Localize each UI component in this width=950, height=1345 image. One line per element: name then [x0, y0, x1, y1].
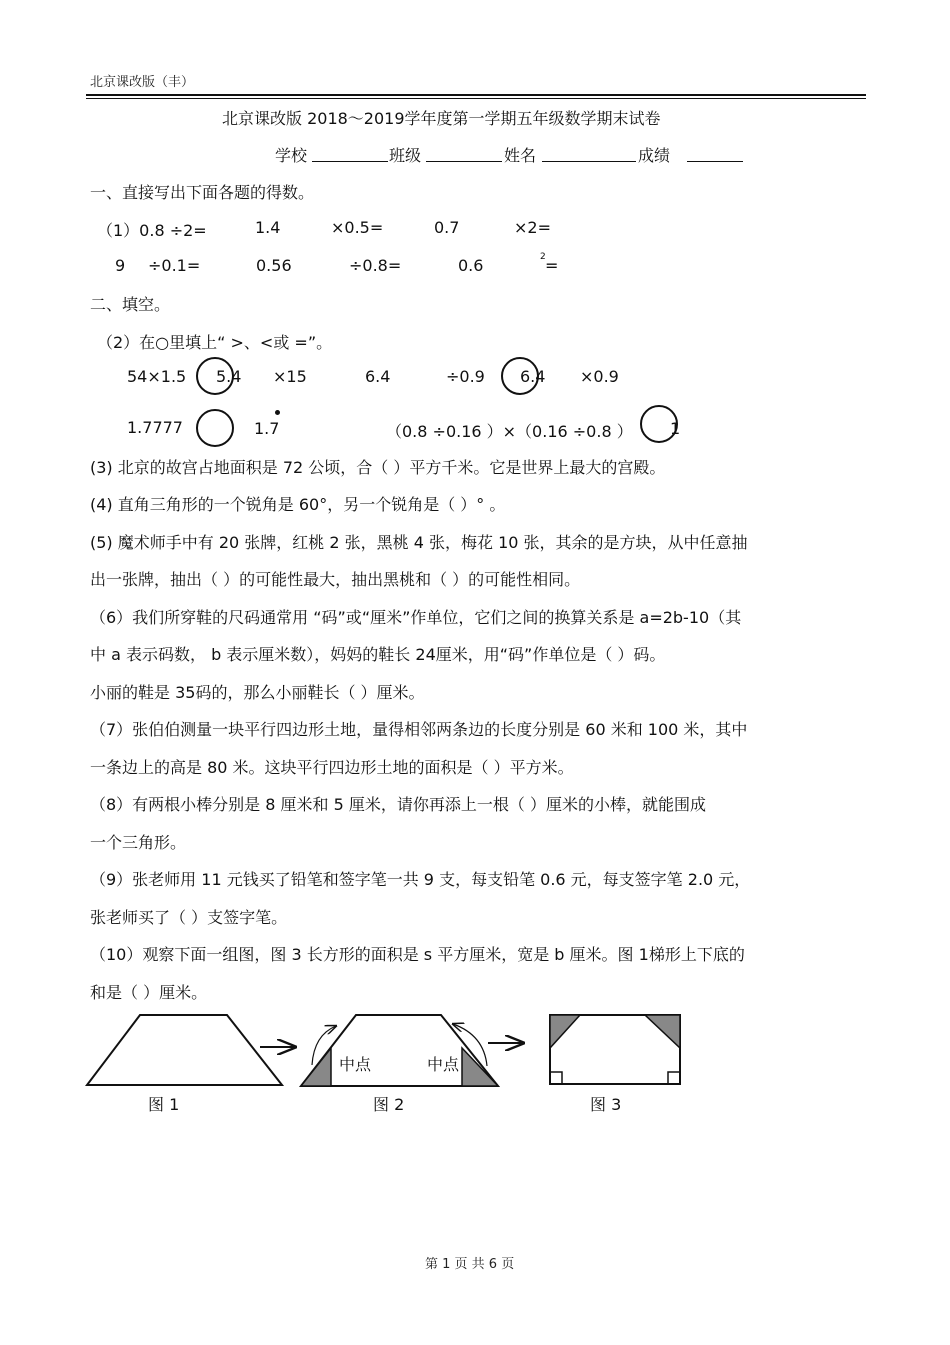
q2-r2-d: 1 — [670, 419, 681, 438]
midpoint-label-left: 中点 — [339, 1055, 372, 1074]
fig3-left-triangle — [550, 1015, 580, 1048]
name-label: 姓名 — [504, 146, 537, 165]
calc-1b-op: ×0.5= — [331, 218, 384, 237]
calc-2a-op: ÷0.1= — [148, 256, 201, 275]
fig1-trapezoid — [87, 1015, 282, 1085]
calc-1a: （1）0.8 ÷2= — [97, 221, 207, 240]
q10-line2: 和是（ ）厘米。 — [90, 983, 208, 1002]
calc-2b-op: ÷0.8= — [349, 256, 402, 275]
q5-line1: (5) 魔术师手中有 20 张牌，红桃 2 张，黑桃 4 张，梅花 10 张，其余的是方块，从中任意抽 — [90, 533, 748, 552]
q7-line1: （7）张伯伯测量一块平行四边形土地，量得相邻两条边的长度分别是 60 米和 100 米，其中 — [90, 720, 748, 739]
calc-2a-num: 9 — [115, 256, 126, 275]
q5-line2: 出一张牌，抽出（ ）的可能性最大，抽出黑桃和（ ）的可能性相同。 — [90, 570, 581, 589]
calc-2c-num: 0.6 — [458, 256, 484, 275]
calc-1c-num: 0.7 — [434, 218, 460, 237]
q2-r1-a: 54×1.5 — [127, 367, 187, 386]
q9-line2: 张老师买了（ ）支签字笔。 — [90, 908, 288, 927]
school-label: 学校 — [275, 146, 308, 165]
q2-prompt: （2）在○里填上“ >、<或 =”。 — [97, 333, 333, 352]
q6-line3: 小丽的鞋是 35码的，那么小丽鞋长（ ）厘米。 — [90, 683, 425, 702]
q3-line: (3) 北京的故宫占地面积是 72 公顷，合（ ）平方千米。它是世界上最大的宫殿。 — [90, 458, 666, 477]
fig2-right-triangle — [462, 1048, 498, 1086]
q2-r1-d: 6.4 — [365, 367, 391, 386]
section2-heading: 二、填空。 — [90, 295, 171, 314]
exam-title: 北京课改版 2018～2019学年度第一学期五年级数学期末试卷 — [222, 109, 661, 128]
q6-line2: 中 a 表示码数， b 表示厘米数），妈妈的鞋长 24厘米，用“码”作单位是（ ）码。 — [90, 645, 666, 664]
q6-line1: （6）我们所穿鞋的尺码通常用 “码”或“厘米”作单位，它们之间的换算关系是 a=2b-10（其 — [90, 608, 742, 627]
q9-line1: （9）张老师用 11 元钱买了铅笔和签字笔一共 9 支，每支铅笔 0.6 元，每支签字笔 2.0 元， — [90, 870, 751, 889]
q4-line: (4) 直角三角形的一个锐角是 60°，另一个锐角是（ ）° 。 — [90, 495, 506, 514]
q2-r2-a: 1.7777 — [127, 418, 183, 437]
q2-r1-g: ×0.9 — [580, 367, 619, 386]
midpoint-label-right: 中点 — [427, 1055, 460, 1074]
calc-1c-op: ×2= — [514, 218, 551, 237]
q8-line2: 一个三角形。 — [90, 833, 187, 852]
fig2-label: 图 2 — [373, 1095, 405, 1114]
running-header: 北京课改版（丰） — [90, 75, 195, 90]
fig3-label: 图 3 — [590, 1095, 622, 1114]
q2-r1-c: ×15 — [273, 367, 307, 386]
fig2-left-triangle — [301, 1048, 331, 1086]
fig3-right-angle-right — [668, 1072, 680, 1084]
calc-2b-num: 0.56 — [256, 256, 292, 275]
fig1-label: 图 1 — [148, 1095, 180, 1114]
q2-r2-c: （0.8 ÷0.16 ）×（0.16 ÷0.8 ） — [386, 422, 633, 441]
q8-line1: （8）有两根小棒分别是 8 厘米和 5 厘米，请你再添上一根（ ）厘米的小棒，就能围成 — [90, 795, 706, 814]
page-footer: 第 1 页 共 6 页 — [425, 1257, 515, 1272]
calc-2c-eq: = — [545, 256, 559, 275]
q10-line1: （10）观察下面一组图，图 3 长方形的面积是 s 平方厘米，宽是 b 厘米。图 1梯形上下底的 — [90, 945, 745, 964]
q2-r1-b: 5.4 — [216, 367, 242, 386]
q7-line2: 一条边上的高是 80 米。这块平行四边形土地的面积是（ ）平方米。 — [90, 758, 574, 777]
q2-r1-f: 6.4 — [520, 367, 546, 386]
fig3-right-triangle — [645, 1015, 680, 1048]
calc-2c-exponent: 2 — [540, 252, 546, 262]
section1-heading: 一、直接写出下面各题的得数。 — [90, 183, 315, 202]
fig3-right-angle-left — [550, 1072, 562, 1084]
q2-r2-b: 1.7 — [254, 419, 280, 438]
score-label: 成绩 — [638, 146, 671, 165]
calc-1b-num: 1.4 — [255, 218, 281, 237]
q2-r1-e: ÷0.9 — [446, 367, 485, 386]
class-label: 班级 — [389, 146, 422, 165]
